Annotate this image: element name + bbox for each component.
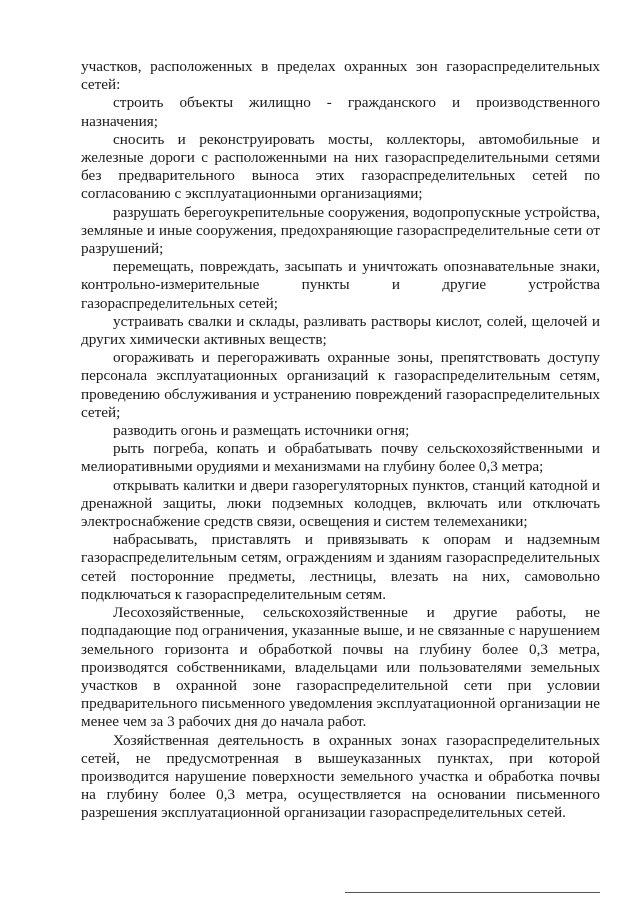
paragraph-prohibition-signs: перемещать, повреждать, засыпать и уничтожать опознавательные знаки, контрольно-измерительные пункты и другие устройства газораспределительных сетей; — [81, 258, 600, 312]
paragraph-prohibition-objects: набрасывать, приставлять и привязывать к опорам и надземным газораспределительным сетям, ограждениям и зданиям газораспределительных сетей посторонние предметы, лестницы, влезать на них, самовольно подключаться к газораспределительным сетям. — [81, 531, 600, 603]
paragraph-prohibition-dumps: устраивать свалки и склады, разливать растворы кислот, солей, щелочей и других химически активных веществ; — [81, 312, 600, 349]
paragraph-prohibition-fencing: огораживать и перегораживать охранные зоны, препятствовать доступу персонала эксплуатационных организаций к газораспределительным сетям, проведению обслуживания и устранению повреждений газораспределительных сетей; — [81, 349, 600, 421]
paragraph-prohibition-fire: разводить огонь и размещать источники огня; — [113, 422, 410, 440]
paragraph-prohibition-demolish: сносить и реконструировать мосты, коллекторы, автомобильные и железные дороги с расположенными на них газораспределительными сетями без предварительного выноса этих газораспределительных сетей по согласованию с эксплуатационными организациями; — [81, 130, 600, 203]
paragraph-continuation: участков, расположенных в пределах охранных зон газораспределительных сетей: — [81, 58, 600, 94]
footer-divider — [345, 892, 600, 893]
paragraph-prohibition-build: строить объекты жилищно - гражданского и производственного назначения; — [81, 94, 600, 130]
paragraph-permitted-works: Лесохозяйственные, сельскохозяйственные и другие работы, не подпадающие под ограничения, указанные выше, и не связанные с нарушением земельного горизонта и обработкой почвы на глубину более 0,3 метра, производятся собственниками, владельцами или пользователями земельных участков в охранной зоне газораспределительной сети при условии предварительного письменного уведомления эксплуатационной организации не менее чем за 3 рабочих дня до начала работ. — [81, 604, 600, 731]
document-body — [81, 58, 600, 823]
paragraph-prohibition-destroy-structures: разрушать берегоукрепительные сооружения, водопропускные устройства, земляные и иные сооружения, предохраняющие газораспределительные сети от разрушений; — [81, 203, 600, 258]
paragraph-prohibition-digging: рыть погреба, копать и обрабатывать почву сельскохозяйственными и мелиоративными орудиями и механизмами на глубину более 0,3 метра; — [81, 440, 600, 476]
paragraph-prohibition-doors: открывать калитки и двери газорегуляторных пунктов, станций катодной и дренажной защиты, люки подземных колодцев, включать или отключать электроснабжение средств связи, освещения и систем телемеханики; — [81, 476, 600, 531]
paragraph-economic-activity: Хозяйственная деятельность в охранных зонах газораспределительных сетей, не предусмотренная в вышеуказанных пунктах, при которой производится нарушение поверхности земельного участка и обработка почвы на глубину более 0,3 метра, осуществляется на основании письменного разрешения эксплуатационной организации газораспределительных сетей. — [81, 731, 600, 822]
